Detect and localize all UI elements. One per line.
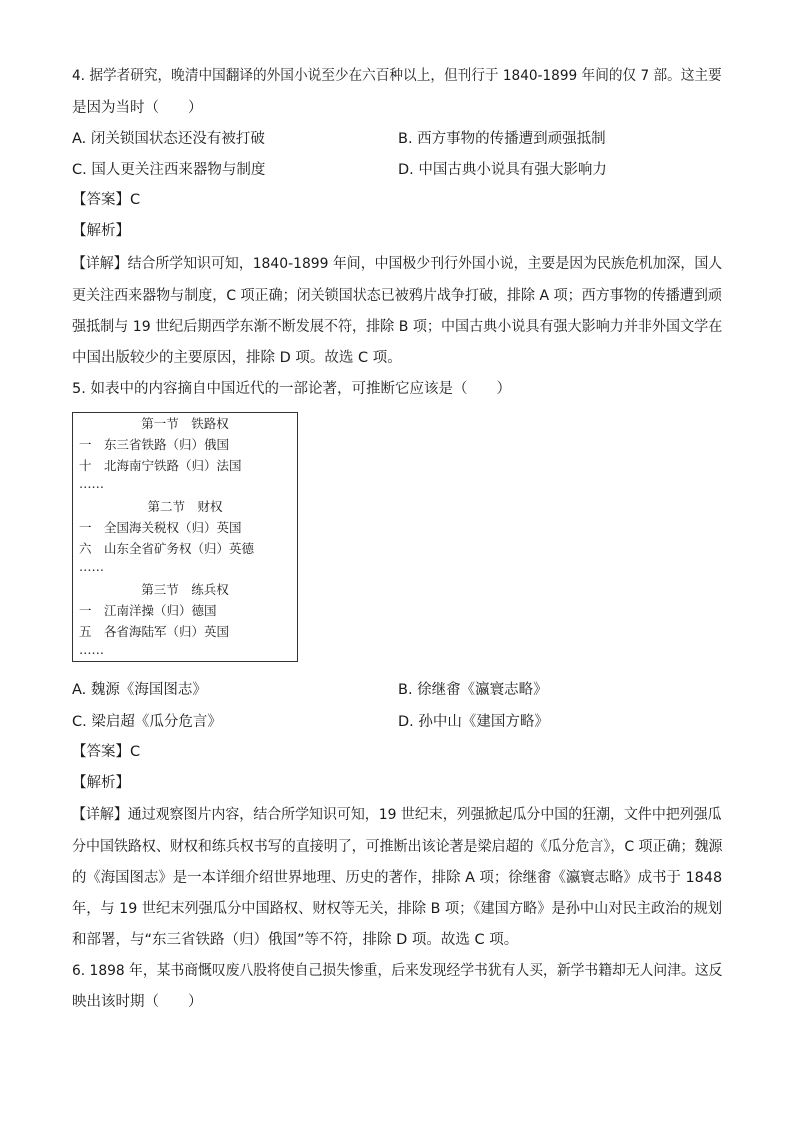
q5-analysis-label: 【解析】	[72, 775, 130, 791]
table-ellipsis: ……	[79, 559, 104, 574]
table-row: 一 东三省铁路（归）俄国	[79, 437, 230, 452]
table-row: 五 各省海陆军（归）英国	[79, 624, 230, 639]
table-row: 十 北海南宁铁路（归）法国	[79, 458, 242, 473]
table-ellipsis: ……	[79, 476, 104, 491]
q4-option-c: C. 国人更关注西来器物与制度	[72, 162, 266, 178]
q5-answer: 【答案】C	[72, 744, 141, 760]
q4-detail-line: 中国出版较少的主要原因，排除 D 项。故选 C 项。	[72, 350, 402, 366]
q5-option-a: A. 魏源《海国图志》	[72, 682, 207, 698]
q5-option-c: C. 梁启超《瓜分危言》	[72, 714, 222, 730]
q4-detail-line: 更关注西来器物与制度，C 项正确；闭关锁国状态已被鸦片战争打破，排除 A 项；西方事物的传播遭到顽	[72, 288, 722, 304]
q4-option-a: A. 闭关锁国状态还没有被打破	[72, 131, 265, 147]
q5-detail-line: 分中国铁路权、财权和练兵权书写的直接明了，可推断出该论著是梁启超的《瓜分危言》，C 项正确；魏源	[72, 839, 723, 855]
q4-stem-line2: 是因为当时（ ）	[72, 100, 203, 116]
q5-option-d: D. 孙中山《建国方略》	[398, 714, 549, 730]
table-row: 六 山东全省矿务权（归）英德	[79, 541, 255, 556]
table-row: 一 江南洋操（归）德国	[79, 603, 217, 618]
q5-stem: 5. 如表中的内容摘自中国近代的一部论著，可推断它应该是（ ）	[72, 381, 511, 397]
q5-detail-line: 和部署，与“东三省铁路（归）俄国”等不符，排除 D 项。故选 C 项。	[72, 932, 519, 948]
q6-stem-line2: 映出该时期（ ）	[72, 994, 203, 1010]
table-ellipsis: ……	[79, 642, 104, 657]
q4-detail-line: 强抵制与 19 世纪后期西学东渐不断发展不符，排除 B 项；中国古典小说具有强大影响力并非外国文学在	[72, 319, 723, 335]
q4-answer: 【答案】C	[72, 192, 141, 208]
q4-option-d: D. 中国古典小说具有强大影响力	[398, 162, 607, 178]
q4-analysis-label: 【解析】	[72, 223, 130, 239]
table-section-title: 第三节 练兵权	[141, 582, 229, 597]
table-section-title: 第一节 铁路权	[141, 416, 229, 431]
q4-detail-line: 【详解】结合所学知识可知，1840-1899 年间，中国极少刊行外国小说，主要是因为民族危机加深，国人	[72, 256, 723, 272]
q5-option-b: B. 徐继畬《瀛寰志略》	[398, 682, 548, 698]
q5-detail-line: 的《海国图志》是一本详细介绍世界地理、历史的著作，排除 A 项；徐继畬《瀛寰志略》成书于 1848	[72, 870, 723, 886]
table-row: 一 全国海关税权（归）英国	[79, 520, 242, 535]
q5-excerpt-table	[72, 412, 298, 662]
q4-stem-line1: 4. 据学者研究，晚清中国翻译的外国小说至少在六百种以上，但刊行于 1840-1899 年间的仅 7 部。这主要	[72, 68, 722, 84]
table-section-title: 第二节 财权	[147, 499, 223, 514]
q5-detail-line: 【详解】通过观察图片内容，结合所学知识可知，19 世纪末，列强掀起瓜分中国的狂潮，文件中把列强瓜	[72, 807, 722, 823]
q6-stem-line1: 6. 1898 年，某书商慨叹废八股将使自己损失惨重，后来发现经学书犹有人买，新学书籍却无人问津。这反	[72, 963, 723, 979]
q4-option-b: B. 西方事物的传播遭到顽强抵制	[398, 131, 606, 147]
q5-detail-line: 年，与 19 世纪末列强瓜分中国路权、财权等无关，排除 B 项；《建国方略》是孙中山对民主政治的规划	[72, 901, 723, 917]
